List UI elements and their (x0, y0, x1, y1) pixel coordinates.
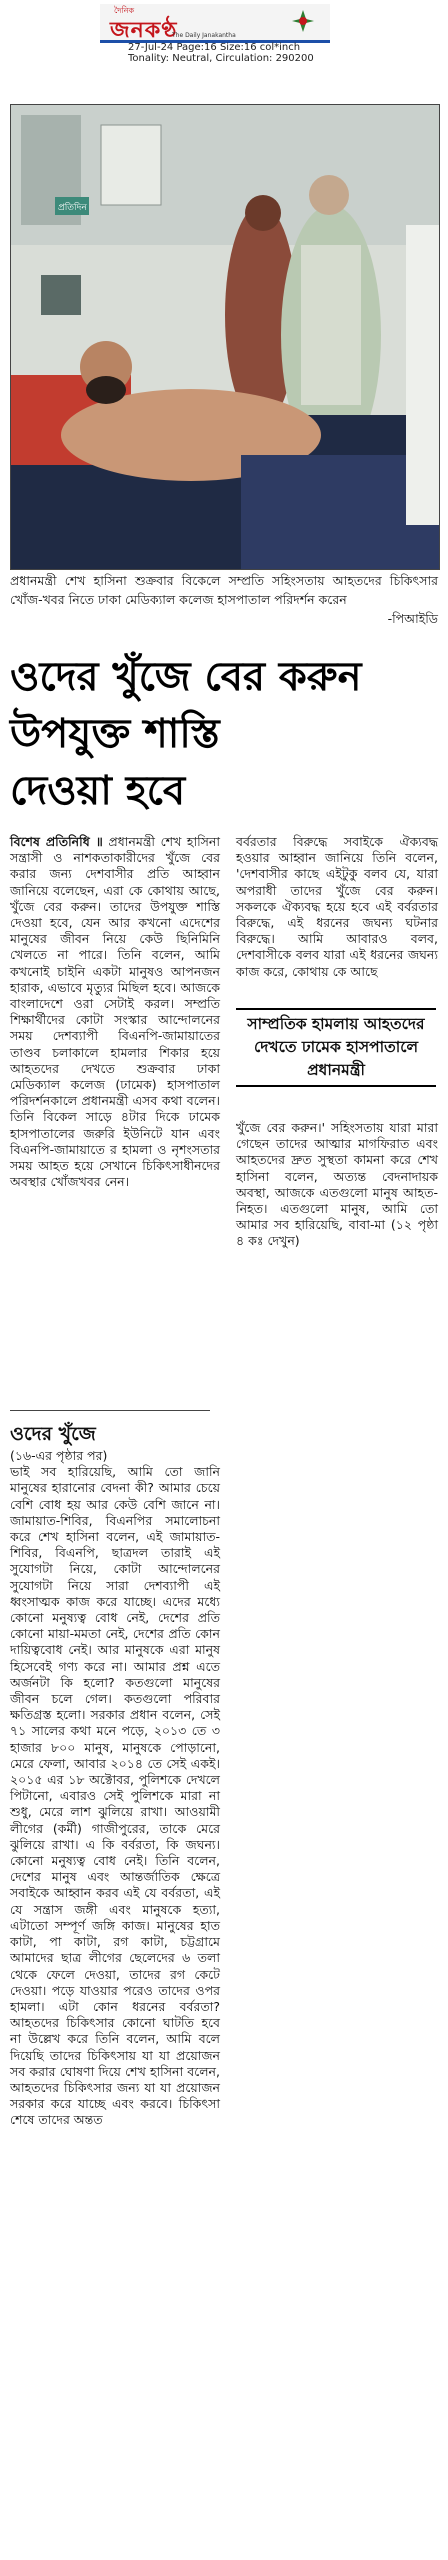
clip-meta-line1: 27-Jul-24 Page:16 Size:16 col*inch (128, 42, 301, 53)
column-2-text-top: বর্বরতার বিরুদ্ধে সবাইকে ঐক্যবদ্ধ হওয়ার আহ্বান জানিয়ে তিনি বলেন, 'দেশবাসীর কাছে এইটুকু বলব যে, যারা অপরাধী তাদের খুঁজে বের করুন। সকলকে ঐক্যবদ্ধ হয়ে হবে এই বর্বরতার বিরুদ্ধে, এই ধরনের জঘন্য ঘটনার বিরুদ্ধে। আমি আবারও বলব, দেশবাসীকে বলব যারা এই ধরনের জঘন্য কাজ করে, কোথায় কে আছে (236, 834, 438, 979)
continuation-column (10, 1448, 220, 2129)
headline-line-2: উপযুক্ত শাস্তি (10, 710, 220, 757)
article-column-2-top (236, 834, 438, 980)
logo-tagline: The Daily Janakantha (172, 32, 236, 39)
continuation-from: (১৬-এর পৃষ্ঠার পর) (10, 1448, 108, 1463)
clip-meta-line2: Tonality: Neutral, Circulation: 290200 (128, 53, 314, 64)
sun-emblem-icon (290, 8, 316, 34)
column-1-text: প্রধানমন্ত্রী শেখ হাসিনা সন্ত্রাসী ও নাশকতাকারীদের খুঁজে বের করার জন্য দেশবাসীর প্রতি আহ্বান জানিয়ে বলেছেন, এরা কে কোথায় আছে, খুঁজে বের করুন। তাদের উপযুক্ত শাস্তি দেওয়া হবে, যেন আর কখনো এদেশের মানুষের জীবন নিয়ে কেউ ছিনিমিনি খেলতে না পারে। তিনি বলেন, আমি কখনোই চাইনি একটা মানুষও আপনজন হারাক, এভাবে মৃত্যুর মিছিল হবে। আজকে বাংলাদেশে ওরা সেটাই করল। সম্প্রতি শিক্ষার্থীদের কোটা সংস্কার আন্দোলনের সময় দেশব্যাপী বিএনপি-জামায়াতের তাণ্ডব চলাকালে হামলার শিকার হয়ে আহতদের দেখতে শুক্রবার ঢাকা মেডিক্যাল কলেজ (ঢামেক) হাসপাতাল পরিদর্শনকালে প্রধানমন্ত্রী এসব কথা বলেন। তিনি বিকেল সাড়ে ৪টার দিকে ঢামেক হাসপাতালের জরুরি ইউনিটে যান এবং বিএনপি-জামায়াতে র হামলা ও নৃশংসতার সময় আহত হয়ে সেখানে চিকিৎসাধীনদের অবস্থার খোঁজখবর নেন। (10, 834, 220, 1190)
newspaper-logo (100, 4, 330, 43)
photo-sign-text: প্রতিদিন (58, 203, 87, 213)
inset-headline: সাম্প্রতিক হামলায় আহতদের দেখতে ঢামেক হাসপাতালে প্রধানমন্ত্রী (236, 1008, 436, 1087)
headline-line-3: দেওয়া হবে (10, 767, 186, 814)
byline: বিশেষ প্রতিনিধি ॥ (10, 834, 103, 849)
caption-text: প্রধানমন্ত্রী শেখ হাসিনা শুক্রবার বিকেলে সম্প্রতি সহিংসতায় আহতদের চিকিৎসার খোঁজ-খবর নিতে ঢাকা মেডিক্যাল কলেজ হাসপাতাল পরিদর্শন করেন (10, 573, 438, 607)
section-divider (10, 1410, 210, 1411)
continuation-title: ওদের খুঁজে (10, 1423, 96, 1445)
logo-name: জনকণ্ঠ (110, 17, 178, 43)
news-photo (10, 104, 440, 570)
photo-caption (10, 571, 438, 628)
continuation-text: ভাই সব হারিয়েছি, আমি তো জানি মানুষের হারানোর বেদনা কী? আমার চেয়ে বেশি বোধ হয় আর কেউ বেশি জানে না। জামায়াত-শিবির, বিএনপির সমালোচনা করে শেখ হাসিনা বলেন, এই জামায়াত-শিবির, বিএনপি, ছাত্রদল তারাই এই সুযোগটা নিয়ে, কোটা আন্দোলনের সুযোগটা নিয়ে সারা দেশব্যাপী এই ধ্বংসাত্মক কাজ করে যাচ্ছে। এদের মধ্যে কোনো মনুষ্যত্ব বোধ নেই, দেশের প্রতি কোনো মায়া-মমতা নেই, দেশের প্রতি কোন দায়িত্ববোধ নেই। আর মানুষকে এরা মানুষ হিসেবেই গণ্য করে না। আমার প্রশ্ন এতে অর্জনটা কি হলো? কতগুলো মানুষের জীবন চলে গেল। কতগুলো পরিবার ক্ষতিগ্রস্ত হলো। সরকার প্রধান বলেন, সেই ৭১ সালের কথা মনে পড়ে, ২০১৩ তে ৩ হাজার ৮০০ মানুষ, মানুষকে পোড়ানো, মেরে ফেলা, আবার ২০১৪ তে সেই একই। ২০১৫ এর ১৮ অক্টোবর, পুলিশকে দেখলে পিটানো, এবারও সেই পুলিশকে মারা না শুধু, মেরে লাশ ঝুলিয়ে রাখা। আওয়ামী লীগের (কর্মী) গাজীপুরের, তাকে মেরে ঝুলিয়ে রাখা। এ কি বর্বরতা, কি জঘন্য। কোনো মনুষ্যত্ব বোধ নেই। তিনি বলেন, দেশের মানুষ এবং আন্তর্জাতিক ক্ষেত্রে সবাইকে আহ্বান করব এই যে বর্বরতা, এই যে সন্ত্রাস জঙ্গী এবং মানুষকে হত্যা, এটাতো সম্পূর্ণ জঙ্গি কাজ। মানুষের হাত কাটা, পা কাটা, রগ কাটা, চট্টগ্রামে আমাদের ছাত্র লীগের ছেলেদের ৬ তলা থেকে ফেলে দেওয়া, তাদের রগ কেটে দেওয়া। পড়ে যাওয়ার পরেও তাদের ওপর হামলা। এটা কোন ধরনের বর্বরতা? আহতদের চিকিৎসার কোনো ঘাটতি হবে না উল্লেখ করে তিনি বলেন, আমি বলে দিয়েছি তাদের চিকিৎসায় যা যা প্রয়োজন সব করার ঘোষণা দিয়ে শেখ হাসিনা বলেন, আহতদের চিকিৎসার জন্য যা যা প্রয়োজন সরকার করে যাচ্ছে এবং করবে। চিকিৎসা শেষে তাদের অন্তত (10, 1464, 220, 2128)
article-headline (10, 648, 438, 819)
headline-line-1: ওদের খুঁজে বের করুন (10, 653, 362, 700)
masthead (0, 0, 448, 64)
article-column-2-bottom (236, 1120, 438, 1250)
column-2-text-bottom: খুঁজে বের করুন।' সহিংসতায় যারা মারা গেছেন তাদের আত্মার মাগফিরাত এবং আহতদের দ্রুত সুস্থতা কামনা করে শেখ হাসিনা বলেন, অত্যন্ত বেদনাদায়ক অবস্থা, আজকে এতগুলো মানুষ আহত-নিহত। এতগুলো মানুষ, আমি তো আমার সব হারিয়েছি, বাবা-মা (১২ পৃষ্ঠা ৪ কঃ দেখুন) (236, 1120, 438, 1249)
article-column-1 (10, 834, 220, 1190)
hospital-visit-illustration (11, 105, 439, 569)
caption-credit: -পিআইডি (387, 611, 438, 626)
logo-small-text: দৈনিক (114, 6, 135, 15)
